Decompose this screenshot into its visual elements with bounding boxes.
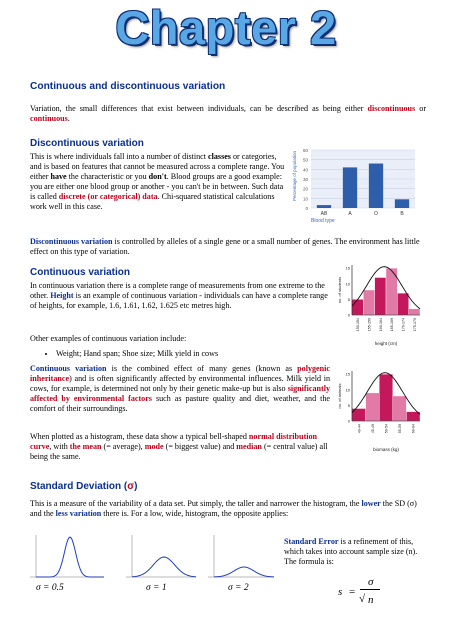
y-axis-label: no. of students	[337, 276, 342, 304]
intro-continuous: continuous	[30, 114, 68, 124]
cont-variation-term: Continuous variation	[30, 364, 107, 373]
heading-continuous: Continuous variation	[30, 267, 130, 278]
continuous-paragraph-2: Other examples of continuous variation include:	[30, 334, 187, 343]
x-tick-label: 175-179	[412, 318, 417, 332]
section-heading-variation: Continuous and discontinuous variation	[30, 81, 226, 92]
y-tick-label: 10	[345, 387, 350, 393]
histogram-bar	[352, 299, 363, 315]
blood-group-svg	[289, 144, 421, 232]
sigma-label-2: σ = 1	[146, 583, 167, 593]
biomass-histogram	[337, 368, 423, 454]
y-tick-label: 15	[345, 371, 350, 377]
sigma-label-3: σ = 2	[228, 583, 249, 593]
discontinuous-paragraph	[30, 152, 288, 213]
disc-control-term: Discontinuous variation	[30, 237, 113, 246]
y-tick-label: 5	[347, 296, 350, 302]
se-term: Standard Error	[284, 537, 339, 546]
x-tick-label: 165-169	[390, 318, 395, 332]
bar	[369, 164, 383, 208]
x-tick-label: 155-159	[367, 318, 372, 332]
y-tick-label: 30	[302, 177, 308, 182]
y-tick-label: 20	[302, 186, 308, 192]
y-axis-label: no. of animals	[337, 383, 342, 409]
y-tick-label: 5	[347, 402, 350, 408]
disc-dont: don't	[148, 172, 167, 182]
x-axis-label: biomass (kg)	[373, 447, 399, 452]
y-tick-label: 10	[302, 196, 308, 202]
disc-control-text: is controlled by alleles of a single gene or a small number of genes. The environment has little effect on this type of variation.	[30, 237, 420, 257]
histogram-bar	[409, 309, 420, 315]
x-tick-label: 60-64	[411, 424, 416, 434]
disc-have: have	[50, 172, 67, 182]
intro-discontinuous: discontinuous	[367, 104, 416, 113]
biomass-histogram-svg	[337, 368, 423, 454]
bar	[395, 199, 409, 208]
normal-curve	[214, 567, 274, 577]
cont-height: Height	[50, 291, 74, 301]
histogram-bar	[393, 396, 407, 421]
discontinuous-control-paragraph	[30, 237, 426, 257]
disc-discrete-data: discrete (or categorical) data	[58, 192, 158, 202]
cont-p4-g: (= biggest value) and	[163, 442, 237, 452]
histogram-bar	[375, 278, 386, 316]
se-formula-equals: =	[349, 586, 356, 598]
examples-list-item: • Weight; Hand span; Shoe size; Milk yield in cows	[56, 349, 356, 359]
histogram-bar	[366, 393, 380, 421]
cont-text-d: ) and is often significantly affected by environmental influences. Milk yield in cows, for example, is determined not only by their genetic make-up but is also	[30, 374, 330, 394]
cont-env-factors: significantly affected by environmental factors	[30, 384, 330, 404]
x-tick-label: 50-54	[384, 424, 389, 434]
y-tick-label: 0	[347, 312, 350, 318]
disc-text-e: the characteristic or you	[66, 172, 149, 182]
cont-polygenic: polygenic inheritance	[30, 364, 330, 384]
y-tick-label: 50	[302, 157, 308, 163]
y-tick-label: 15	[345, 265, 350, 271]
histogram-bar	[397, 293, 408, 315]
disc-text-c: or categories, and is based on features that cannot be measured across a complete range. You either	[30, 152, 285, 182]
x-tick-label: 150-154	[356, 318, 361, 332]
cont-p4-c: , with	[49, 442, 70, 452]
cont-text-c: is an example of continuous variation - individuals can have a complete range of heights, for example, 1.6, 1.61, 1.62, 1.625 etc metres high.	[30, 291, 328, 311]
heading-discontinuous: Discontinuous variation	[30, 138, 144, 149]
cont-normal-curve: normal distribution curve	[30, 432, 318, 452]
histogram-bar	[363, 290, 374, 315]
chapter-title: Chapter 2	[115, 1, 337, 54]
x-tick-label: 170-174	[401, 318, 406, 332]
sd-heading-close: )	[134, 481, 138, 492]
y-tick-label: 60	[302, 148, 308, 153]
sd-text-e: there is. For a low, wide, histogram, the opposite applies:	[101, 509, 289, 519]
sd-paragraph	[30, 499, 426, 519]
disc-classes: classes	[208, 152, 231, 161]
histogram-bar	[379, 374, 393, 421]
intro-paragraph	[30, 104, 426, 124]
x-tick-label: 40-44	[357, 424, 362, 434]
cont-text-a: In continuous variation there is a complete range of measurements from one extreme to the other.	[30, 281, 325, 301]
se-formula-n: n	[368, 594, 374, 606]
cont-text-f: such as pasture quality and diet, weather, and the comfort of their surroundings.	[30, 394, 330, 414]
x-tick-label: 45-49	[370, 424, 375, 434]
normal-curves-svg	[28, 532, 276, 586]
x-tick-label: A	[348, 211, 352, 217]
x-tick-label: B	[400, 211, 404, 217]
standard-error-paragraph	[284, 537, 426, 567]
sd-less-variation: less variation	[55, 509, 102, 519]
intro-text-3: .	[67, 114, 70, 124]
se-formula-fraction-bar	[360, 589, 380, 590]
y-tick-label: 40	[302, 167, 308, 173]
sd-heading-text: Standard Deviation (	[30, 481, 128, 492]
cont-mean: the mean	[69, 442, 102, 452]
se-formula-sigma: σ	[368, 576, 374, 588]
heading-standard-deviation	[30, 481, 137, 492]
se-formula-root-icon: √	[359, 593, 366, 605]
cont-p4-i: (= central value) all being the same.	[30, 442, 328, 462]
y-tick-label: 0	[347, 418, 350, 424]
disc-text-a: This is where individuals fall into a number of distinct	[30, 152, 209, 161]
se-formula-s: s	[338, 586, 343, 598]
sd-text-c: the SD (σ) and the	[30, 499, 417, 519]
intro-text-1: Variation, the small differences that exist between individuals, can be described as being either	[30, 104, 364, 113]
x-tick-label: 160-164	[378, 318, 383, 332]
bar	[317, 205, 331, 208]
continuous-paragraph-3	[30, 364, 330, 414]
disc-text-g: . Blood groups are a good example: you are either one blood group or another - you can't be in between. Such data is called	[30, 172, 284, 202]
se-text: is a refinement of this, which takes into account sample size (n). The formula is:	[284, 537, 418, 567]
height-histogram-svg	[337, 262, 423, 348]
x-axis-label: Blood type	[311, 218, 335, 224]
x-tick-label: AB	[320, 211, 328, 217]
continuous-paragraph-4	[30, 432, 330, 462]
sigma-label-1: σ = 0.5	[36, 583, 64, 593]
normal-curve	[36, 537, 104, 577]
cont-text-b: is the combined effect of many genes (known as	[106, 364, 298, 373]
y-tick-label: 0	[305, 206, 308, 211]
sd-lower: lower	[361, 499, 381, 508]
bar	[343, 167, 357, 208]
x-axis-label: height (cm)	[374, 341, 398, 346]
cont-p4-a: When plotted as a histogram, these data show a typical bell-shaped	[30, 432, 249, 441]
intro-text-2: or	[415, 104, 427, 113]
x-tick-label: 55-59	[398, 424, 403, 434]
cont-p4-e: (= average),	[101, 442, 145, 452]
sd-heading-sigma: σ	[127, 481, 135, 492]
blood-group-chart	[289, 144, 421, 232]
cont-mode: mode	[144, 442, 164, 452]
y-axis-label: Percentage of population	[292, 150, 297, 201]
x-tick-label: O	[374, 211, 378, 217]
sd-text-a: This is a measure of the variability of a data set. Put simply, the taller and narrower the histogram, the	[30, 499, 362, 508]
y-tick-label: 10	[345, 281, 350, 287]
height-histogram	[337, 262, 423, 348]
continuous-paragraph-1	[30, 281, 335, 311]
disc-text-i: . Chi-squared statistical calculations work well in this case.	[30, 192, 275, 212]
normal-curve	[132, 557, 196, 577]
cont-median: median	[236, 442, 262, 452]
examples-list	[36, 349, 356, 359]
